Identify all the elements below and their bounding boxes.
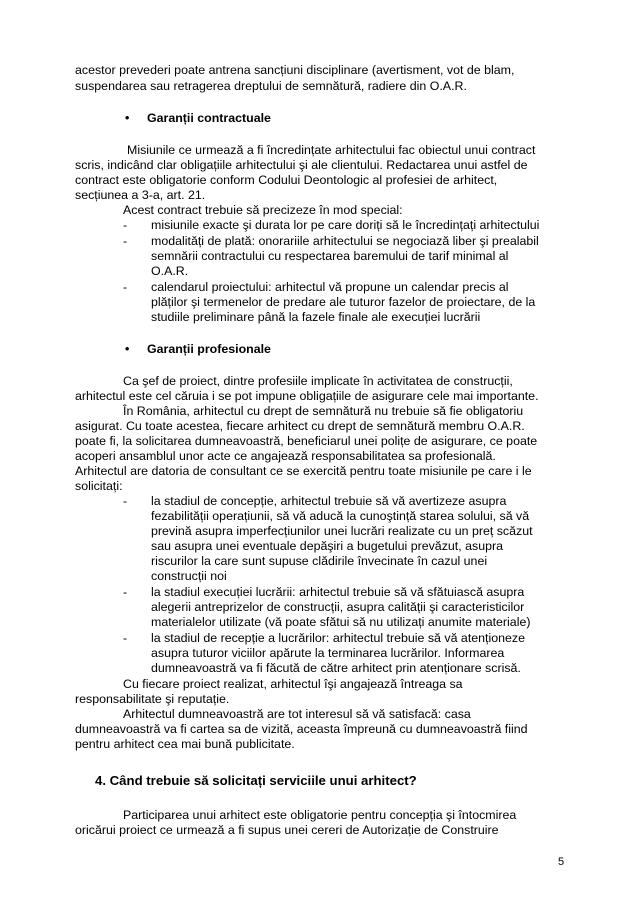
list-item-line: construcții noi — [151, 569, 227, 583]
list-item-line: materialelor utilizate (vă poate sfătui să nu utilizați anumite materiale) — [151, 615, 531, 629]
body-line: contract este obligatorie conform Codului Deontologic al profesiei de arhitect, — [75, 173, 498, 187]
body-line: suspendarea sau retragerea dreptului de semnătură, radiere din O.A.R. — [75, 79, 467, 93]
section-title-professional: Garanții profesionale — [147, 342, 271, 356]
list-item-line: la stadiul de recepție a lucrărilor: arhitectul trebuie să vă atenționeze — [151, 631, 525, 645]
body-line: scris, indicând clar obligațiile arhitectului şi ale clientului. Redactarea unui astfel de — [75, 158, 528, 172]
list-item-line: plăților şi termenelor de predare ale tuturor fazelor de proiectare, de la — [151, 295, 536, 309]
list-item-line: fezabilității operațiunii, să vă aducă la cunoştință starea solului, să vă — [151, 509, 530, 523]
body-line: Ca şef de proiect, dintre profesiile implicate în activitatea de construcții, — [123, 374, 513, 388]
body-line: acoperi ansamblul unor acte ce angajează responsabilitatea sa profesională. — [75, 449, 496, 463]
list-item-line: la stadiul de concepție, arhitectul trebuie să vă avertizeze asupra — [151, 494, 507, 508]
dash-marker: - — [123, 234, 128, 248]
dash-marker: - — [123, 494, 128, 508]
body-line: Participarea unui arhitect este obligatorie pentru concepția şi întocmirea — [123, 808, 517, 822]
body-line: arhitectul este cel căruia i se pot impune obligațiile de asigurare cele mai importante. — [75, 389, 539, 403]
list-item-line: O.A.R. — [151, 264, 189, 278]
list-item-line: asupra tuturor viciilor apărute la terminarea lucrărilor. Informarea — [151, 646, 505, 660]
list-item-line: riscurilor la care sunt supuse clădirile învecinate în cazul unei — [151, 554, 488, 568]
list-item-line: alegerii antreprizelor de construcții, asupra calității şi caracteristicilor — [151, 600, 525, 614]
list-item-line: misiunile exacte şi durata lor pe care doriți să le încredințați arhitectului — [151, 218, 540, 232]
dash-marker: - — [123, 280, 128, 294]
body-line: poate fi, la solicitarea dumneavoastră, beneficiarul unei polițe de asigurare, ce poate — [75, 434, 538, 448]
body-line: pentru arhitect cea mai bună publicitate. — [75, 737, 295, 751]
list-item-line: semnării contractului cu respectarea baremului de tarif minimal al — [151, 249, 509, 263]
dash-marker: - — [123, 585, 128, 599]
body-line: Cu fiecare proiect realizat, arhitectul îşi angajează întreaga sa — [123, 677, 463, 691]
list-item-line: studiile preliminare până la fazele finale ale execuției lucrării — [151, 310, 481, 324]
list-item-line: la stadiul execuției lucrării: arhitectul trebuie să vă sfătuiască asupra — [151, 585, 525, 599]
list-item-line: modalități de plată: onorariile arhitectului se negociază liber şi prealabil — [151, 234, 539, 248]
body-line: Arhitectul are datoria de consultant ce se exercită pentru toate misiunile pe care i le — [75, 464, 532, 478]
body-line: oricărui proiect ce urmează a fi supus unei cereri de Autorizație de Construire — [75, 823, 499, 837]
dash-marker: - — [123, 631, 128, 645]
body-line: Misiunile ce urmează a fi încredințate arhitectului fac obiectul unui contract — [127, 143, 536, 157]
body-line: Acest contract trebuie să precizeze în mod special: — [123, 203, 403, 217]
list-item-line: prevină asupra imperfecțiunilor unei lucrări realizate cu un preț scăzut — [151, 524, 533, 538]
body-line: dumneavoastră va fi cartea sa de vizită, aceasta împreună cu dumneavoastră fiind — [75, 722, 528, 736]
body-line: responsabilitate şi reputație. — [75, 692, 230, 706]
body-line: acestor prevederi poate antrena sancțiuni disciplinare (avertisment, vot de blam, — [75, 63, 515, 77]
bullet-icon: • — [125, 342, 130, 356]
list-item-line: dumneavoastră va fi făcută de către arhitect prin atenționare scrisă. — [151, 661, 521, 675]
body-line: asigurat. Cu toate acestea, fiecare arhitect cu drept de semnătură membru O.A.R. — [75, 419, 525, 433]
section-title-contractual: Garanții contractuale — [147, 111, 271, 125]
page-number: 5 — [558, 856, 565, 868]
body-line: În România, arhitectul cu drept de semnătură nu trebuie să fie obligatoriu — [123, 404, 524, 418]
list-item-line: calendarul proiectului: arhitectul vă propune un calendar precis al — [151, 280, 509, 294]
dash-marker: - — [123, 218, 128, 232]
body-line: solicitați: — [75, 479, 123, 493]
section-heading-4: 4. Când trebuie să solicitați serviciile unui arhitect? — [95, 773, 417, 788]
body-line: secțiunea a 3-a, art. 21. — [75, 188, 206, 202]
list-item-line: sau asupra unei eventuale depăşiri a bugetului prevăzut, asupra — [151, 539, 503, 553]
body-line: Arhitectul dumneavoastră are tot interesul să vă satisfacă: casa — [123, 707, 471, 721]
bullet-icon: • — [125, 111, 130, 125]
